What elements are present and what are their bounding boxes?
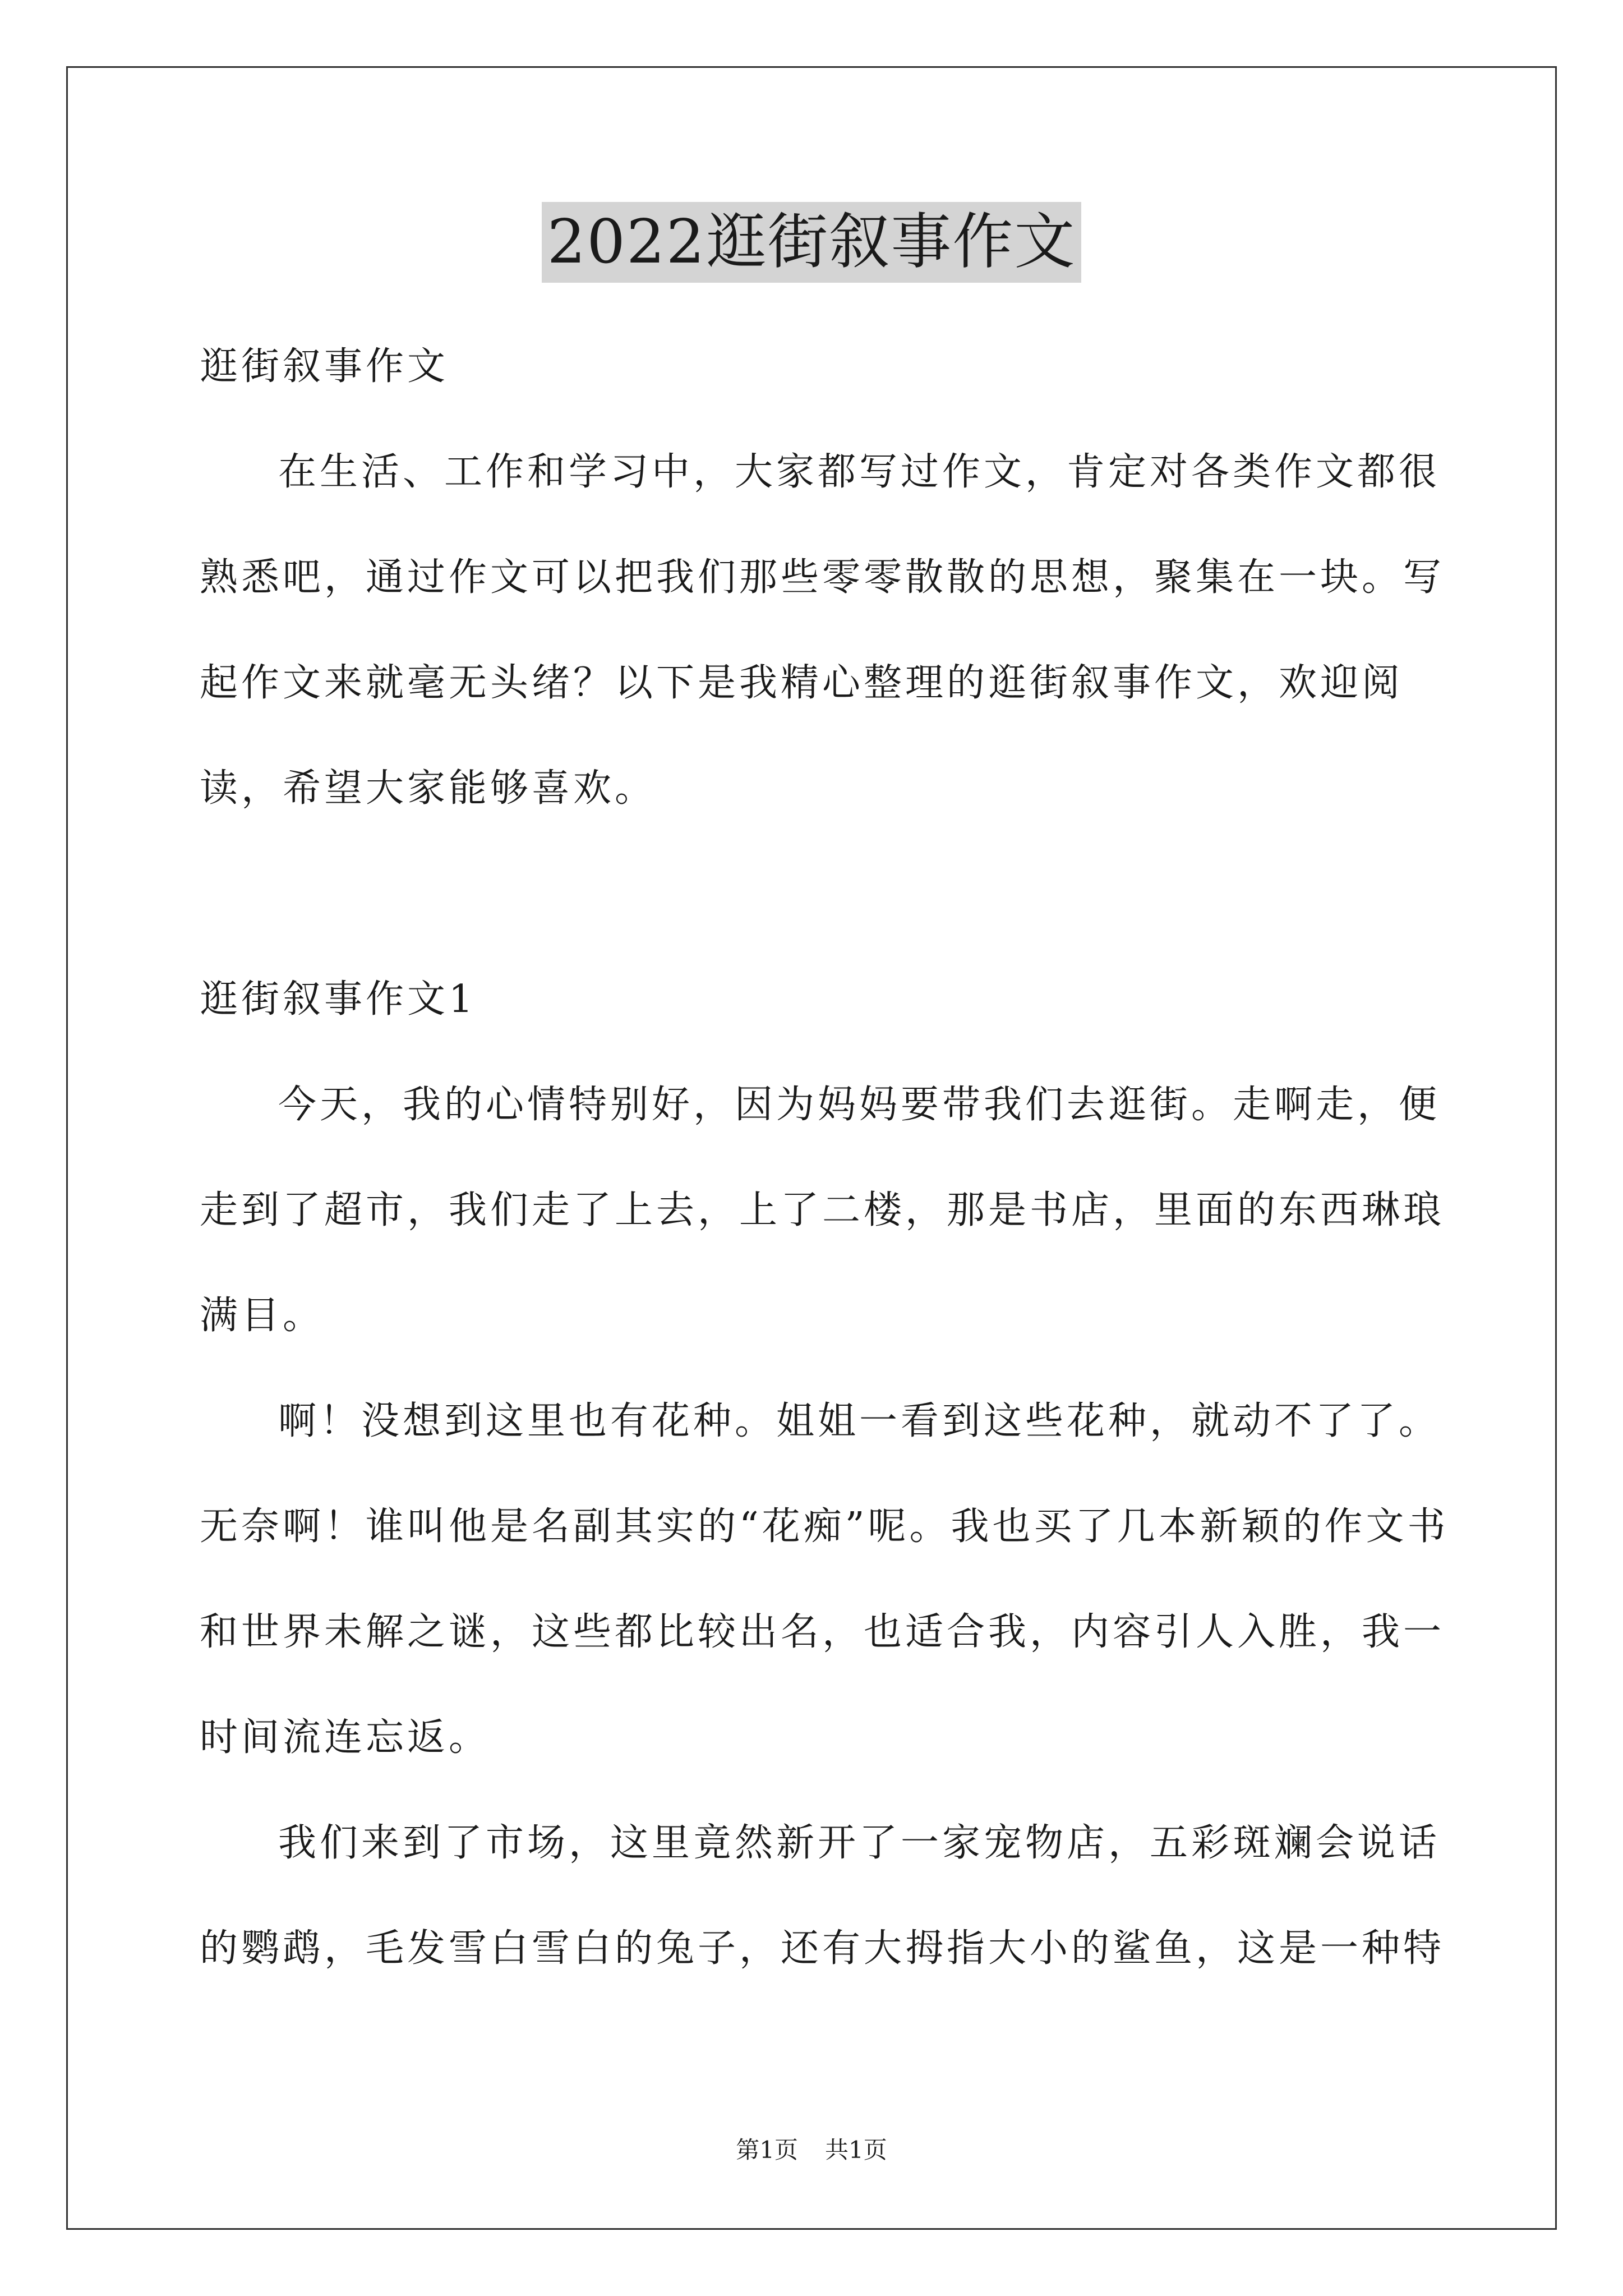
page-number-current: 第1页 (736, 2136, 798, 2164)
section1-paragraph: 我们来到了市场，这里竟然新开了一家宠物店，五彩斑斓会说话的鹦鹉，毛发雪白雪白的兔子，还有大拇指大小的鲨鱼，这是一种特 (200, 1821, 1445, 1971)
section1-heading: 逛街叙事作文1 (200, 977, 477, 1022)
document-title: 2022逛街叙事作文 (542, 202, 1082, 283)
page-number-total: 共1页 (825, 2136, 887, 2164)
section1-paragraph: 啊！没想到这里也有花种。姐姐一看到这些花种，就动不了了。无奈啊！谁叫他是名副其实的“花痴”呢。我也买了几本新颖的作文书和世界未解之谜，这些都比较出名，也适合我，内容引人入胜，我一时间流连忘返。 (200, 1399, 1449, 1760)
document-body (200, 314, 1473, 2001)
intro-heading: 逛街叙事作文 (200, 344, 449, 389)
page-footer (0, 2134, 1623, 2166)
intro-paragraph: 在生活、工作和学习中，大家都写过作文，肯定对各类作文都很熟悉吧，通过作文可以把我们那些零零散散的思想，聚集在一块。写起作文来就毫无头绪？以下是我精心整理的逛街叙事作文，欢迎阅读，希望大家能够喜欢。 (200, 450, 1445, 811)
title-container (0, 202, 1623, 283)
section1-paragraph: 今天，我的心情特别好，因为妈妈要带我们去逛街。走啊走，便走到了超市，我们走了上去，上了二楼，那是书店，里面的东西琳琅满目。 (200, 1083, 1445, 1338)
